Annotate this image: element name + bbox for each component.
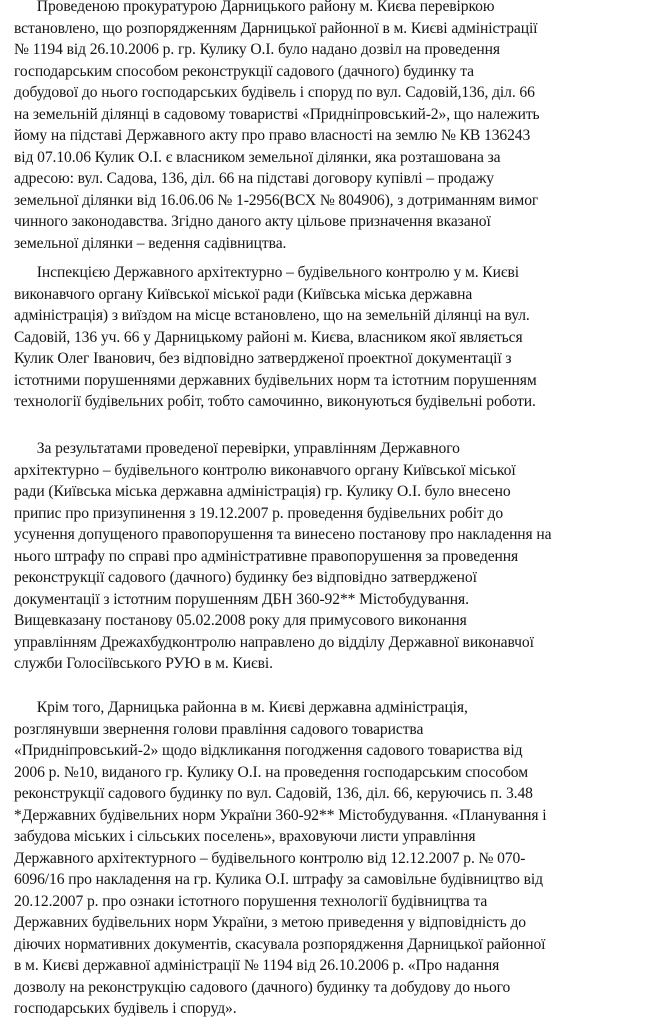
text-line: № 1194 від 26.10.2006 р. гр. Кулику О.І. було надано дозвіл на проведення <box>14 41 500 58</box>
paragraph-architectural-inspection <box>14 262 664 413</box>
text-line: добудової до нього господарських будівель і споруд по вул. Садовій,136, діл. 66 <box>14 84 535 101</box>
text-line: технології будівельних робіт, тобто самочинно, виконуються будівельні роботи. <box>14 393 536 410</box>
text-line: земельної ділянки від 16.06.06 № 1-2956(ВСХ № 804906), з дотриманням вимог <box>14 191 539 209</box>
text-line: дозволу на реконструкцію садового (дачного) будинку та добудову до нього <box>14 978 511 996</box>
text-line: усунення допущеного правопорушення та винесено постанову про накладення на <box>14 526 552 543</box>
text-line: Вищевказану постанову 05.02.2008 року для примусового виконання <box>14 612 467 629</box>
text-line: нього штрафу по справі про адміністративне правопорушення за проведення <box>14 547 519 565</box>
text-line: йому на підставі Державного акту про право власності на землю № КВ 136243 <box>14 127 531 144</box>
paragraph-administration-decision <box>14 697 664 1020</box>
text-line: виконавчого органу Київської міської ради (Київська міська державна <box>14 285 473 303</box>
text-line: господарських будівель і споруд». <box>14 1000 237 1017</box>
text-line: служби Голосіївського РУЮ в м. Києві. <box>14 655 273 672</box>
text-line: реконструкції садового будинку по вул. Садовій, 136, діл. 66, керуючись п. 3.48 <box>14 785 533 802</box>
text-line: 20.12.2007 р. про ознаки істотного порушення технології будівництва та <box>14 892 488 910</box>
text-line: діючих нормативних документів, скасувала розпорядження Дарницької районної <box>14 935 546 953</box>
text-line: Державних будівельних норм України, з метою приведення у відповідність до <box>14 914 526 931</box>
paragraph-inspection-findings <box>14 0 664 254</box>
text-line: чинного законодавства. Згідно даного акту цільове призначення вказаної <box>14 213 491 230</box>
text-line: господарським способом реконструкції садового (дачного) будинку та <box>14 62 474 80</box>
text-line: істотними порушеннями державних будівельних норм та істотним порушенням <box>14 371 537 389</box>
text-line: управлінням Дрежахбудконтролю направлено до відділу Державної виконавчої <box>14 633 534 651</box>
text-line: *Державних будівельних норм України 360-92** Містобудування. «Планування і <box>14 806 547 824</box>
text-line: припис про призупинення з 19.12.2007 р. проведення будівельних робіт до <box>14 504 504 522</box>
paragraph-inspection-results <box>14 438 664 675</box>
text-line: від 07.10.06 Кулик О.І. є власником земельної ділянки, яка розташована за <box>14 148 501 166</box>
text-line: Крім того, Дарницька районна в м. Києві державна адміністрація, <box>14 699 468 716</box>
text-line: 6096/16 про накладення на гр. Кулика О.І. штрафу за самовільне будівництво від <box>14 871 543 888</box>
text-line: Проведеною прокуратурою Дарницького району м. Києва перевіркою <box>14 0 495 15</box>
text-line: документації з істотним порушенням ДБН 360-92** Містобудування. <box>14 590 469 608</box>
text-line: «Придніпровський-2» щодо відкликання погодження садового товариства від <box>14 742 523 759</box>
text-line: архітектурно – будівельного контролю виконавчого органу Київської міської <box>14 461 516 479</box>
text-line: Кулик Олег Іванович, без відповідно затвердженої проектної документації з <box>14 350 512 367</box>
text-line: адміністрація) з виїздом на місце встановлено, що на земельній ділянці на вул. <box>14 307 530 324</box>
text-line: адресою: вул. Садова, 136, діл. 66 на підставі договору купівлі – продажу <box>14 170 494 187</box>
text-line: Садовій, 136 уч. 66 у Дарницькому районі м. Києва, власником якої являється <box>14 328 523 346</box>
text-line: За результатами проведеної перевірки, управлінням Державного <box>14 440 460 457</box>
text-line: Інспекцією Державного архітектурно – будівельного контролю у м. Києві <box>14 264 519 281</box>
text-line: земельної ділянки – ведення садівництва. <box>14 234 287 252</box>
text-line: в м. Києві державної адміністрації № 1194 від 26.10.2006 р. «Про надання <box>14 957 500 974</box>
text-line: розглянувши звернення голови правління садового товариства <box>14 720 424 738</box>
text-line: встановлено, що розпорядженням Дарницької районної в м. Києві адміністрації <box>14 19 538 37</box>
text-line: ради (Київська міська державна адміністрація) гр. Кулику О.І. було внесено <box>14 483 511 500</box>
text-line: реконструкції садового (дачного) будинку без відповідно затвердженої <box>14 569 477 586</box>
text-line: на земельній ділянці в садовому товаристві «Придніпровський-2», що належить <box>14 105 540 123</box>
text-line: забудова міських і сільських поселень», враховуючи листи управління <box>14 828 476 845</box>
text-line: 2006 р. №10, виданого гр. Кулику О.І. на проведення господарським способом <box>14 763 528 781</box>
text-line: Державного архітектурного – будівельного контролю від 12.12.2007 р. № 070- <box>14 849 526 867</box>
